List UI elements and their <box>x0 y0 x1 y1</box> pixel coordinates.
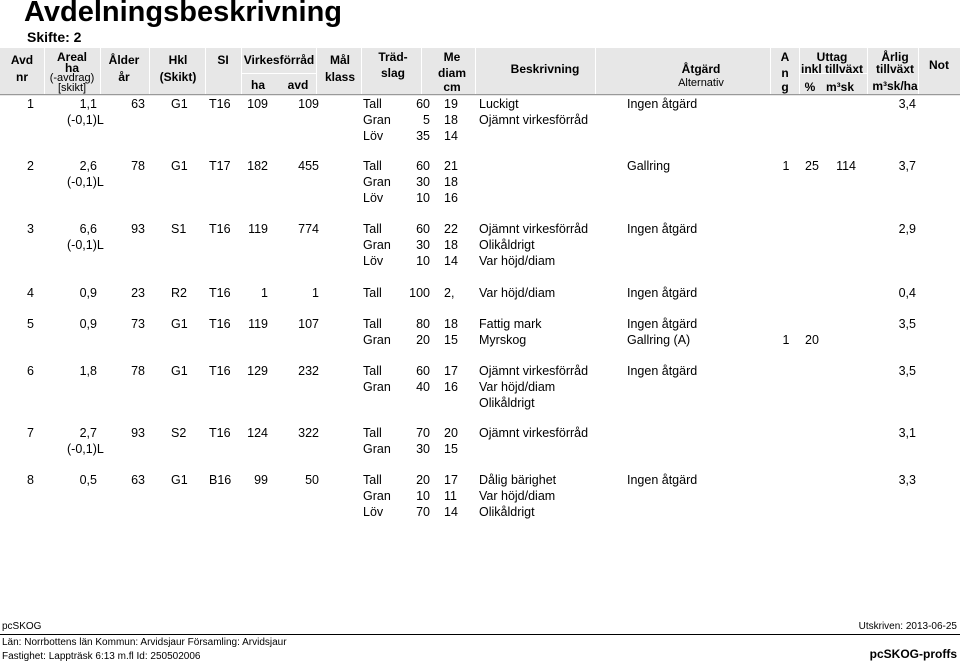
row-virkes-avd: 50 <box>305 473 319 487</box>
row-alder: 23 <box>131 286 145 300</box>
header-uttag-pct: % <box>804 80 816 94</box>
row-description: Luckigt <box>479 97 519 111</box>
row-atgard: Ingen åtgärd <box>627 222 698 236</box>
header-row-divider <box>241 73 316 74</box>
row-atgard: Gallring <box>627 159 671 173</box>
row-species-diam: 11 <box>444 489 457 503</box>
row-uttag-pct: 25 <box>805 159 819 173</box>
row-atgard: Ingen åtgärd <box>627 97 698 111</box>
header-column-divider <box>241 48 242 94</box>
row-species-diam: 15 <box>444 333 458 347</box>
row-avdrag: (-0,1)L <box>67 238 104 252</box>
row-arlig: 3,1 <box>898 426 916 440</box>
row-species-diam: 18 <box>444 175 458 189</box>
header-uttag-m3sk: m³sk <box>825 80 855 94</box>
row-alder: 93 <box>131 222 145 236</box>
row-species-pct: 30 <box>416 442 430 456</box>
row-species-name: Löv <box>363 505 384 519</box>
row-ang: 1 <box>782 159 790 173</box>
row-species-name: Löv <box>363 191 384 205</box>
row-species-pct: 60 <box>416 222 430 236</box>
row-species-diam: 14 <box>444 505 458 519</box>
row-species-diam: 17 <box>444 364 458 378</box>
row-virkes-avd: 232 <box>298 364 319 378</box>
row-virkes-ha: 119 <box>248 222 268 236</box>
row-virkes-ha: 124 <box>247 426 268 440</box>
header-column-divider <box>316 48 317 94</box>
header-virkesforrad: Virkesförråd <box>243 53 315 67</box>
row-alder: 73 <box>131 317 145 331</box>
page-subtitle: Skifte: 2 <box>27 29 82 45</box>
header-hkl-skikt: (Skikt) <box>159 70 197 84</box>
header-diam: diam <box>437 66 467 80</box>
row-species-pct: 5 <box>423 113 430 127</box>
row-species-pct: 10 <box>416 254 430 268</box>
row-si: T16 <box>209 222 231 236</box>
row-alder: 78 <box>131 364 145 378</box>
row-description: Ojämnt virkesförråd <box>479 364 589 378</box>
row-alder: 63 <box>131 473 145 487</box>
row-species-diam: 20 <box>444 426 458 440</box>
header-alder-ar: år <box>118 70 130 84</box>
header-nr: nr <box>16 70 28 84</box>
row-species-name: Gran <box>363 238 391 252</box>
row-species-name: Tall <box>363 473 382 487</box>
row-avd-number: 6 <box>27 364 34 378</box>
row-species-name: Löv <box>363 129 384 143</box>
row-si: B16 <box>209 473 232 487</box>
row-description: Ojämnt virkesförråd <box>479 222 589 236</box>
header-column-divider <box>149 48 150 94</box>
header-arlig: Årlig <box>881 50 909 64</box>
row-uttag-m3sk: 114 <box>836 159 856 173</box>
row-hkl: G1 <box>171 159 188 173</box>
row-species-pct: 10 <box>416 489 430 503</box>
row-species-diam: 21 <box>444 159 458 173</box>
header-areal-ha: ha <box>64 61 80 75</box>
header-tradslag-2: slag <box>380 66 406 80</box>
row-species-diam: 18 <box>444 317 458 331</box>
row-description: Dålig bärighet <box>479 473 557 487</box>
header-arlig-m3skha: m³sk/ha <box>872 79 918 93</box>
row-species-pct: 100 <box>409 286 430 300</box>
footer-printed-date: Utskriven: 2013-06-25 <box>858 621 957 632</box>
row-species-diam: 17 <box>444 473 458 487</box>
row-virkes-avd: 774 <box>298 222 319 236</box>
row-areal: 1,1 <box>79 97 97 111</box>
header-column-divider <box>595 48 596 94</box>
row-arlig: 3,7 <box>898 159 916 173</box>
row-species-name: Tall <box>363 286 382 300</box>
row-description: Olikåldrigt <box>479 505 535 519</box>
row-virkes-ha: 129 <box>247 364 268 378</box>
header-column-divider <box>475 48 476 94</box>
row-description: Var höjd/diam <box>479 254 556 268</box>
row-species-name: Gran <box>363 333 391 347</box>
header-arlig-tillvaxt: tillväxt <box>875 62 915 76</box>
row-avd-number: 4 <box>27 286 34 300</box>
header-ang-g: g <box>781 80 789 94</box>
row-species-pct: 30 <box>416 238 430 252</box>
row-si: T16 <box>209 426 231 440</box>
row-species-diam: 2, <box>444 286 455 300</box>
header-uttag-inkl: inkl tillväxt <box>800 62 864 76</box>
row-species-name: Gran <box>363 489 391 503</box>
row-species-pct: 60 <box>416 159 430 173</box>
header-column-divider <box>361 48 362 94</box>
row-virkes-avd: 109 <box>298 97 319 111</box>
row-avd-number: 5 <box>27 317 34 331</box>
header-beskrivning: Beskrivning <box>510 62 580 76</box>
row-virkes-ha: 119 <box>248 317 268 331</box>
header-mal: Mål <box>329 53 351 67</box>
header-column-divider <box>205 48 206 94</box>
row-description: Olikåldrigt <box>479 238 535 252</box>
row-hkl: S2 <box>171 426 187 440</box>
row-avdrag: (-0,1)L <box>67 175 104 189</box>
row-species-name: Gran <box>363 442 391 456</box>
footer-location: Län: Norrbottens län Kommun: Arvidsjaur Församling: Arvidsjaur <box>2 637 287 648</box>
row-atgard: Ingen åtgärd <box>627 317 698 331</box>
row-hkl: G1 <box>171 317 188 331</box>
page-title: Avdelningsbeskrivning <box>24 0 342 28</box>
row-species-diam: 15 <box>444 442 458 456</box>
row-species-name: Tall <box>363 159 382 173</box>
row-alder: 78 <box>131 159 145 173</box>
row-species-pct: 35 <box>416 129 430 143</box>
header-ang-a: A <box>780 50 790 64</box>
header-uttag: Uttag <box>816 50 848 64</box>
row-species-pct: 20 <box>416 333 430 347</box>
header-tradslag: Träd- <box>378 50 408 64</box>
row-species-name: Tall <box>363 364 382 378</box>
row-si: T16 <box>209 97 231 111</box>
row-description: Var höjd/diam <box>479 286 556 300</box>
header-virkes-ha: ha <box>250 78 266 92</box>
row-atgard: Gallring (A) <box>627 333 691 347</box>
row-species-name: Gran <box>363 175 391 189</box>
header-column-divider <box>44 48 45 94</box>
row-areal: 1,8 <box>79 364 97 378</box>
row-species-name: Tall <box>363 222 382 236</box>
header-ang-n: n <box>781 66 789 80</box>
header-avd: Avd <box>10 53 34 67</box>
header-atgard: Åtgärd <box>681 62 721 76</box>
row-si: T16 <box>209 317 231 331</box>
row-hkl: G1 <box>171 364 188 378</box>
row-si: T16 <box>209 364 231 378</box>
row-species-pct: 30 <box>416 175 430 189</box>
header-areal-skikt: [skikt] <box>57 82 87 94</box>
row-description: Olikåldrigt <box>479 396 535 410</box>
row-species-pct: 10 <box>416 191 430 205</box>
header-cm: cm <box>443 80 461 94</box>
row-atgard: Ingen åtgärd <box>627 286 698 300</box>
row-arlig: 3,5 <box>898 364 916 378</box>
row-species-pct: 70 <box>416 505 430 519</box>
row-species-name: Löv <box>363 254 384 268</box>
row-species-name: Gran <box>363 380 391 394</box>
row-arlig: 0,4 <box>898 286 916 300</box>
row-si: T16 <box>209 286 231 300</box>
row-arlig: 3,5 <box>898 317 916 331</box>
row-virkes-avd: 322 <box>298 426 319 440</box>
header-column-divider <box>867 48 868 94</box>
row-virkes-ha: 99 <box>254 473 268 487</box>
header-mal-klass: klass <box>324 70 356 84</box>
row-hkl: G1 <box>171 97 188 111</box>
row-species-name: Gran <box>363 113 391 127</box>
row-species-pct: 60 <box>416 364 430 378</box>
row-virkes-ha: 109 <box>247 97 268 111</box>
row-areal: 0,9 <box>79 317 97 331</box>
row-virkes-ha: 1 <box>261 286 268 300</box>
row-avdrag: (-0,1)L <box>67 442 104 456</box>
header-column-divider <box>918 48 919 94</box>
header-alder: Ålder <box>108 53 140 67</box>
row-hkl: S1 <box>171 222 187 236</box>
footer-brand: pcSKOG-proffs <box>869 647 957 661</box>
footer-divider <box>0 634 960 635</box>
row-areal: 2,7 <box>79 426 97 440</box>
header-column-divider <box>770 48 771 94</box>
footer-app-name: pcSKOG <box>2 621 42 632</box>
row-avd-number: 1 <box>27 97 34 111</box>
row-hkl: R2 <box>171 286 187 300</box>
header-alternativ: Alternativ <box>678 77 724 89</box>
row-avd-number: 3 <box>27 222 34 236</box>
row-alder: 63 <box>131 97 145 111</box>
row-species-name: Tall <box>363 426 382 440</box>
row-species-pct: 60 <box>416 97 430 111</box>
row-avd-number: 7 <box>27 426 34 440</box>
row-description: Var höjd/diam <box>479 380 556 394</box>
row-avd-number: 2 <box>27 159 34 173</box>
row-species-name: Tall <box>363 97 382 111</box>
row-si: T17 <box>209 159 231 173</box>
header-virkes-avd: avd <box>287 78 309 92</box>
row-species-pct: 80 <box>416 317 430 331</box>
row-avd-number: 8 <box>27 473 34 487</box>
row-description: Myrskog <box>479 333 527 347</box>
header-column-divider <box>100 48 101 94</box>
row-description: Fattig mark <box>479 317 542 331</box>
row-virkes-avd: 455 <box>298 159 319 173</box>
header-column-divider <box>421 48 422 94</box>
row-species-diam: 16 <box>444 380 458 394</box>
row-areal: 0,9 <box>79 286 97 300</box>
header-areal-avdrag: (-avdrag) <box>49 72 95 84</box>
row-uttag-pct: 20 <box>805 333 819 347</box>
row-avdrag: (-0,1)L <box>67 113 104 127</box>
row-species-diam: 18 <box>444 113 458 127</box>
row-species-pct: 40 <box>416 380 430 394</box>
row-species-name: Tall <box>363 317 382 331</box>
row-description: Var höjd/diam <box>479 489 556 503</box>
row-description: Ojämnt virkesförråd <box>479 113 589 127</box>
row-alder: 93 <box>131 426 145 440</box>
row-hkl: G1 <box>171 473 188 487</box>
row-areal: 2,6 <box>79 159 97 173</box>
row-species-pct: 20 <box>416 473 430 487</box>
row-areal: 6,6 <box>79 222 97 236</box>
row-arlig: 2,9 <box>898 222 916 236</box>
row-areal: 0,5 <box>79 473 97 487</box>
row-species-diam: 16 <box>444 191 458 205</box>
row-ang: 1 <box>782 333 790 347</box>
row-species-diam: 18 <box>444 238 458 252</box>
header-column-divider <box>799 48 800 94</box>
row-species-pct: 70 <box>416 426 430 440</box>
header-me: Me <box>443 50 461 64</box>
row-species-diam: 14 <box>444 129 458 143</box>
row-virkes-avd: 107 <box>298 317 319 331</box>
row-atgard: Ingen åtgärd <box>627 473 698 487</box>
header-hkl: Hkl <box>168 53 188 67</box>
row-arlig: 3,4 <box>898 97 916 111</box>
header-areal: Areal <box>56 50 88 64</box>
row-description: Ojämnt virkesförråd <box>479 426 589 440</box>
footer-property: Fastighet: Lappträsk 6:13 m.fl Id: 250502006 <box>2 651 201 662</box>
row-species-diam: 19 <box>444 97 458 111</box>
row-atgard: Ingen åtgärd <box>627 364 698 378</box>
row-virkes-ha: 182 <box>247 159 268 173</box>
row-arlig: 3,3 <box>898 473 916 487</box>
row-species-diam: 14 <box>444 254 458 268</box>
row-species-diam: 22 <box>444 222 458 236</box>
header-si: SI <box>217 53 229 67</box>
header-not: Not <box>929 58 949 72</box>
row-virkes-avd: 1 <box>312 286 319 300</box>
